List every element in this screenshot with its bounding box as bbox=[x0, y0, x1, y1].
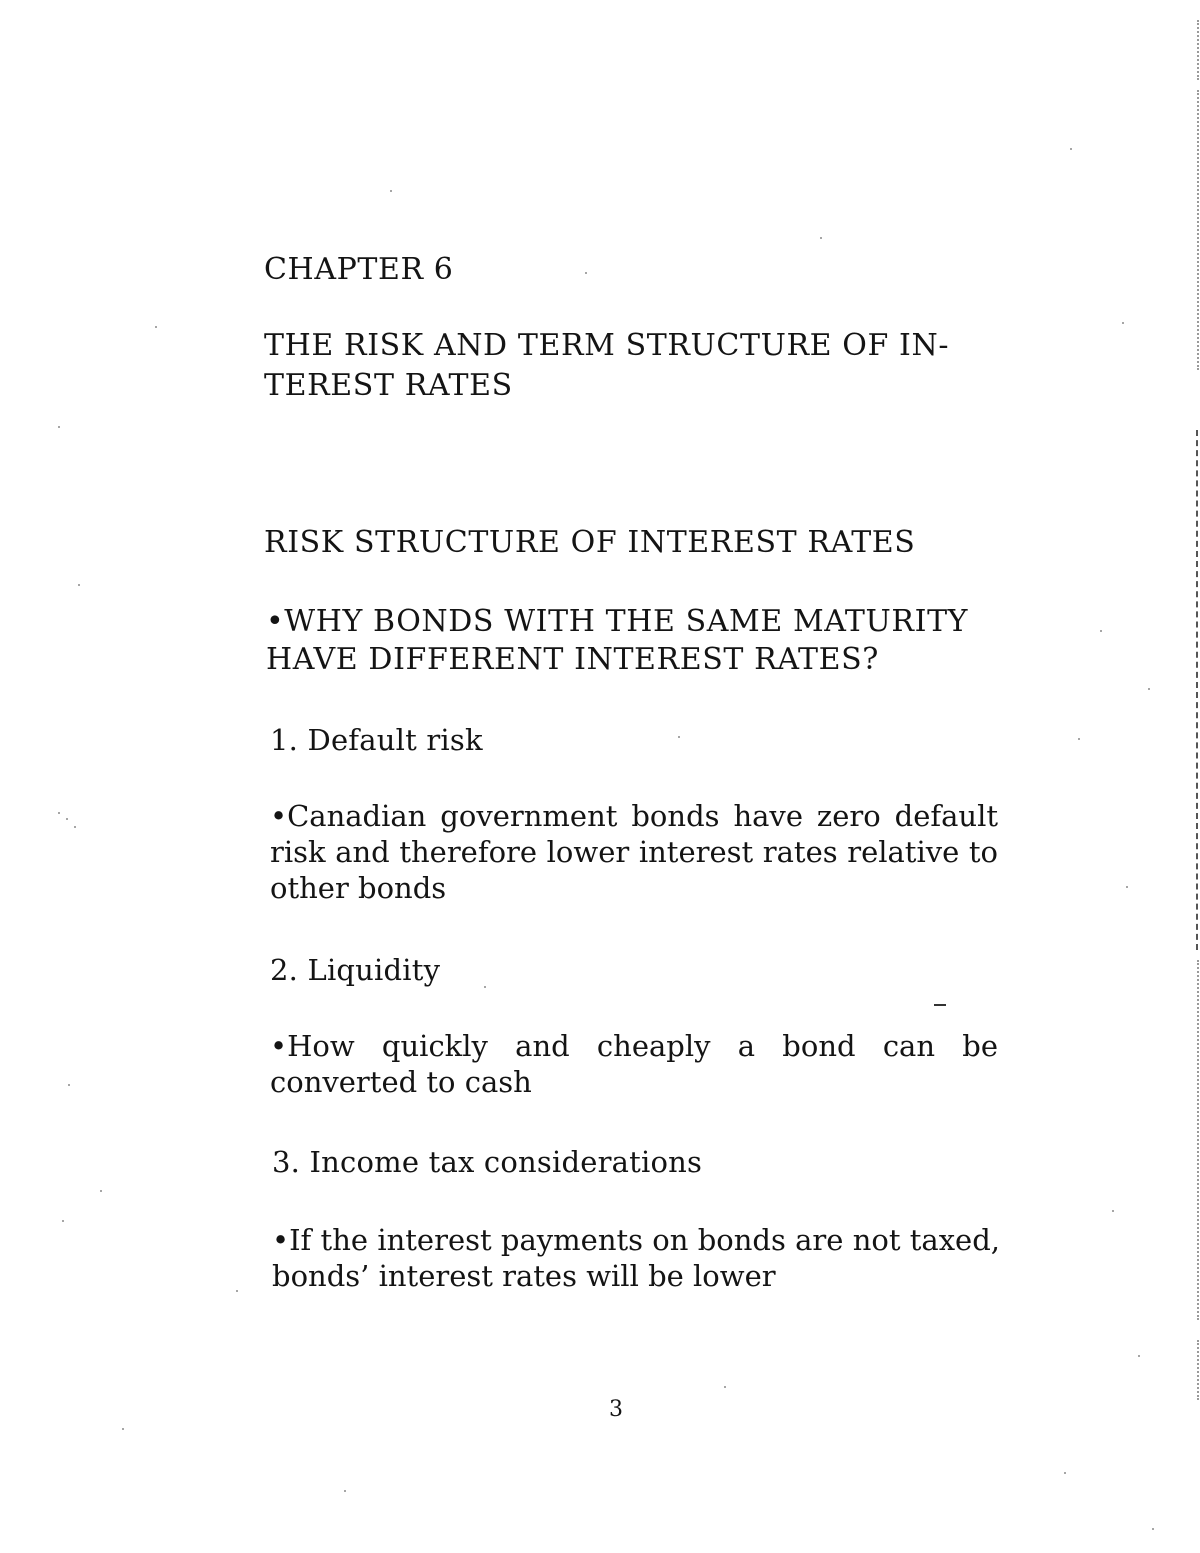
item-bullet-liquidity: •How quickly and cheaply a bond can be converted to cash bbox=[270, 1029, 998, 1099]
scan-speck bbox=[484, 986, 486, 988]
stray-dash-mark bbox=[934, 1004, 946, 1006]
scan-speck bbox=[1070, 148, 1072, 150]
scan-speck bbox=[390, 190, 392, 192]
chapter-title-line-2: TEREST RATES bbox=[264, 368, 513, 403]
scan-speck bbox=[68, 1084, 70, 1086]
question-line-1: •WHY BONDS WITH THE SAME MATURITY bbox=[266, 604, 969, 639]
scan-speck bbox=[74, 826, 76, 828]
chapter-label: CHAPTER 6 bbox=[264, 252, 454, 287]
scan-speck bbox=[585, 272, 587, 274]
item-heading-liquidity: 2. Liquidity bbox=[270, 953, 441, 987]
scan-speck bbox=[66, 818, 68, 820]
scan-edge-mark bbox=[1197, 960, 1199, 1320]
scan-speck bbox=[1112, 1210, 1114, 1212]
scan-speck bbox=[58, 426, 60, 428]
scan-speck bbox=[678, 736, 680, 738]
scan-edge-mark bbox=[1197, 90, 1199, 370]
page-number: 3 bbox=[609, 1397, 623, 1422]
scan-speck bbox=[820, 237, 822, 239]
item-bullet-default-risk: •Canadian government bonds have zero default risk and therefore lower interest rates relative to other bonds bbox=[270, 799, 998, 905]
scan-speck bbox=[155, 326, 157, 328]
item-heading-default-risk: 1. Default risk bbox=[270, 723, 483, 757]
scan-edge-mark bbox=[1197, 1340, 1199, 1400]
scan-speck bbox=[58, 812, 60, 814]
scan-speck bbox=[122, 1428, 124, 1430]
chapter-title-line-1: THE RISK AND TERM STRUCTURE OF IN- bbox=[264, 328, 950, 363]
scan-speck bbox=[78, 584, 80, 586]
scan-speck bbox=[1138, 1355, 1140, 1357]
item-bullet-income-tax: •If the interest payments on bonds are not taxed, bonds’ interest rates will be lower bbox=[272, 1223, 1000, 1293]
scan-speck bbox=[62, 1220, 64, 1222]
scan-speck bbox=[1078, 738, 1080, 740]
item-heading-income-tax: 3. Income tax considerations bbox=[272, 1145, 703, 1179]
scan-speck bbox=[724, 1386, 726, 1388]
scan-speck bbox=[1064, 1472, 1066, 1474]
scan-speck bbox=[236, 1290, 238, 1292]
section-heading: RISK STRUCTURE OF INTEREST RATES bbox=[264, 525, 916, 560]
scan-speck bbox=[344, 1490, 346, 1492]
scan-speck bbox=[1126, 886, 1128, 888]
scan-edge-mark bbox=[1197, 20, 1199, 80]
scan-speck bbox=[1148, 688, 1150, 690]
scan-speck bbox=[1152, 1528, 1154, 1530]
scan-speck bbox=[1122, 322, 1124, 324]
scan-speck bbox=[1100, 630, 1102, 632]
scan-edge-mark bbox=[1196, 430, 1198, 950]
question-line-2: HAVE DIFFERENT INTEREST RATES? bbox=[266, 642, 879, 677]
scan-speck bbox=[100, 1190, 102, 1192]
